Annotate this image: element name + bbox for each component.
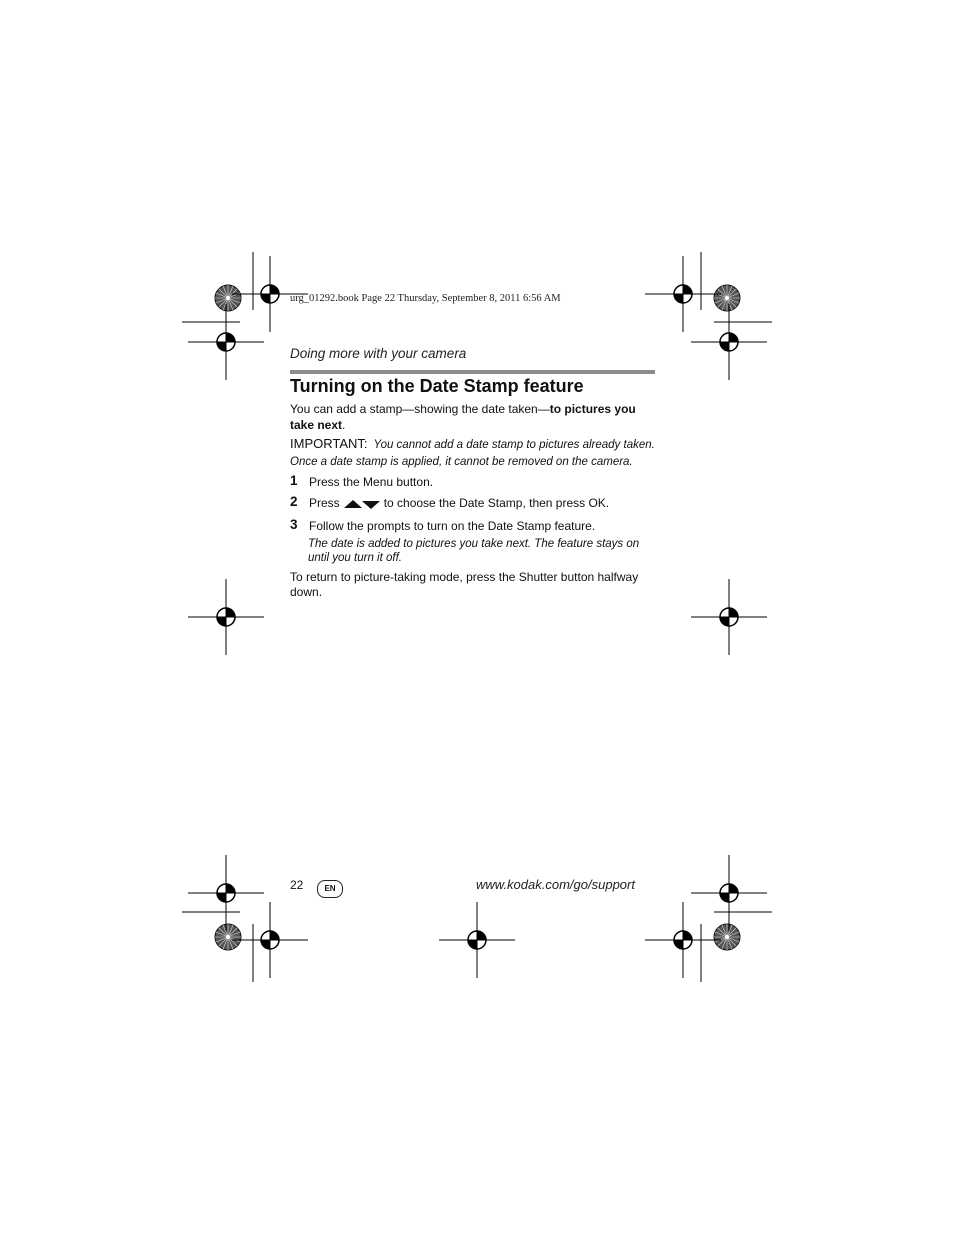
registration-mark-icon: [439, 902, 515, 978]
color-wheel-icon: [215, 924, 241, 950]
crop-marks: [182, 252, 772, 982]
step-text: Follow the prompts to turn on the Date Stamp feature.: [309, 519, 596, 533]
section-label: Doing more with your camera: [290, 346, 467, 361]
important-label: IMPORTANT:: [290, 436, 368, 451]
color-wheel-icon: [714, 285, 740, 311]
registration-mark-icon: [188, 579, 264, 655]
page-title: Turning on the Date Stamp feature: [290, 376, 584, 396]
registration-mark-icon: [232, 902, 308, 978]
registration-mark-icon: [645, 256, 721, 332]
registration-mark-icon: [691, 579, 767, 655]
support-url[interactable]: www.kodak.com/go/support: [476, 877, 635, 892]
page-number: 22: [290, 878, 304, 892]
registration-mark-icon: [645, 902, 721, 978]
intro-paragraph: [290, 401, 650, 433]
step-text-after: to choose the Date Stamp, then press OK.: [383, 496, 610, 510]
down-arrow-icon: [362, 501, 380, 509]
step-3-note: The date is added to pictures you take next. The feature stays on until you turn it off.: [308, 538, 640, 564]
important-note: [290, 436, 655, 470]
header-rule: [290, 370, 655, 374]
step-text: [309, 495, 609, 511]
intro-bold: to pictures you take next: [290, 402, 636, 432]
registration-mark-icon: [691, 304, 767, 380]
step-number: 3: [290, 517, 298, 532]
registration-mark-icon: [188, 304, 264, 380]
language-badge: EN: [317, 880, 343, 898]
step-text-before: Press: [309, 496, 340, 510]
registration-mark-icon: [188, 855, 264, 931]
up-arrow-icon: [344, 500, 362, 508]
intro-text: You can add a stamp—showing the date taken—: [290, 402, 550, 416]
up-down-arrows: [343, 498, 381, 510]
color-wheel-icon: [215, 285, 241, 311]
step-number: 1: [290, 473, 298, 488]
registration-mark-icon: [691, 855, 767, 931]
color-wheel-icon: [714, 924, 740, 950]
print-header: urg_01292.book Page 22 Thursday, September 8, 2011 6:56 AM: [290, 293, 561, 304]
important-text: You cannot add a date stamp to pictures already taken. Once a date stamp is applied, it cannot be removed on the camera.: [290, 439, 655, 468]
intro-end: .: [342, 418, 346, 432]
step-text: Press the Menu button.: [309, 475, 434, 489]
step-number: 2: [290, 494, 298, 509]
closing-paragraph: To return to picture-taking mode, press the Shutter button halfway down.: [290, 570, 639, 599]
